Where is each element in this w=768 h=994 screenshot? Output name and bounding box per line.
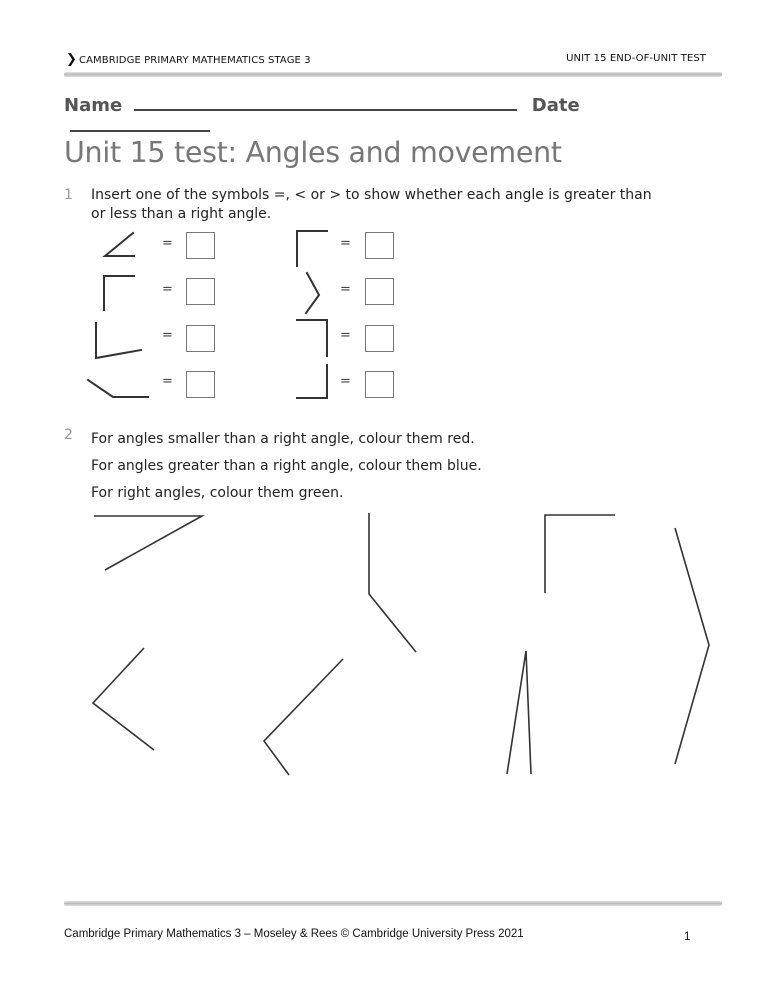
equals-sign: = [340,236,351,251]
right-angle-shape[interactable] [545,515,615,593]
footer-divider [64,901,722,906]
question-2-line-1: For angles smaller than a right angle, colour them red. [91,431,475,447]
right-angle-shape[interactable] [93,648,154,750]
equals-sign: = [162,374,173,389]
series-title: CAMBRIDGE PRIMARY MATHEMATICS STAGE 3 [79,55,311,66]
equals-sign: = [162,236,173,251]
chevron-right-icon: ❯ [66,52,77,67]
question-1-line-1: Insert one of the symbols =, < or > to show whether each angle is greater than [91,187,652,203]
question-2-line-3: For right angles, colour them green. [91,485,344,501]
acute-angle-shape[interactable] [94,516,202,570]
obtuse-angle-shape[interactable] [675,528,709,764]
equals-sign: = [340,282,351,297]
question-2-number: 2 [64,427,73,443]
acute-angle-shape[interactable] [507,651,531,774]
question-1-line-2: or less than a right angle. [91,206,272,222]
name-label: Name [64,95,123,116]
running-header-right: UNIT 15 END-OF-UNIT TEST [566,53,706,64]
date-label: Date [531,95,580,116]
equals-sign: = [162,282,173,297]
equals-sign: = [162,328,173,343]
obtuse-angle-shape[interactable] [369,513,416,652]
question-1-number: 1 [64,187,73,203]
copyright-footer: Cambridge Primary Mathematics 3 – Moseley & Rees © Cambridge University Press 2021 [64,928,524,940]
question-2-line-2: For angles greater than a right angle, colour them blue. [91,458,482,474]
equals-sign: = [340,328,351,343]
right-angle-shape[interactable] [264,659,343,775]
page-number: 1 [684,931,691,943]
page-title: Unit 15 test: Angles and movement [64,136,562,169]
equals-sign: = [340,374,351,389]
